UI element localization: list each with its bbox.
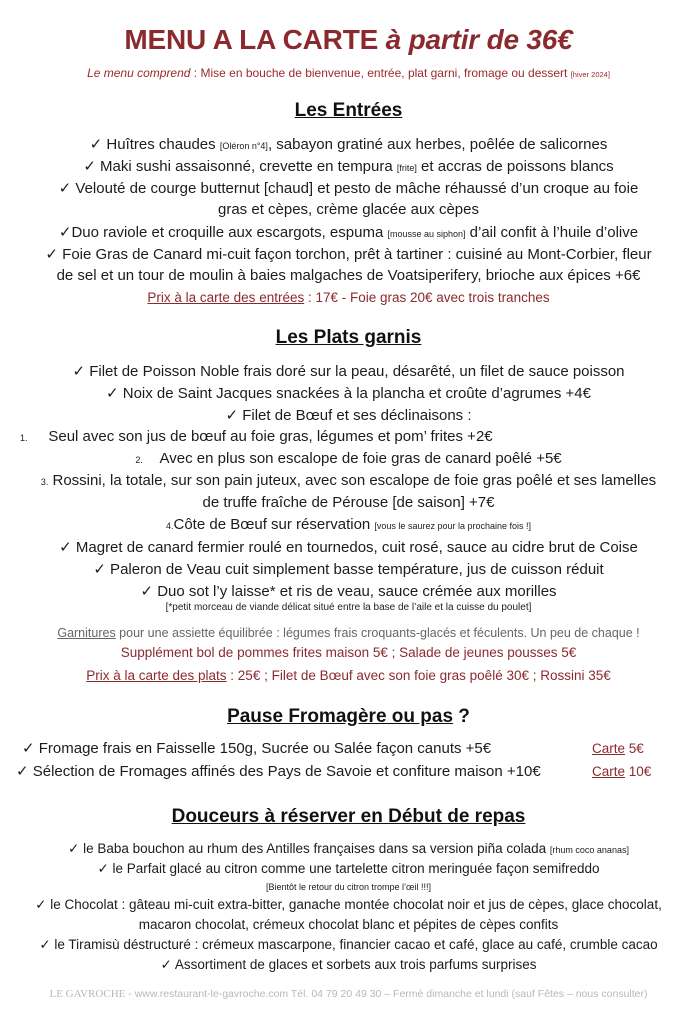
plat-item: ✓ Filet de Bœuf et ses déclinaisons :	[225, 407, 472, 424]
dessert-item: ✓ le Baba bouchon au rhum des Antilles françaises dans sa version piña colada [rhum coco ananas]	[68, 841, 629, 856]
section-title-entrees: Les Entrées	[294, 100, 403, 121]
entrees-price	[0, 290, 697, 305]
plat-item: ✓ Noix de Saint Jacques snackées à la plancha et croûte d’agrumes +4€	[106, 385, 591, 402]
garnitures-label: Garnitures	[57, 626, 116, 640]
dessert-note: [Bientôt le retour du citron trompe l’œil !!!]	[265, 882, 432, 892]
price-label: Prix à la carte des entrées	[147, 290, 305, 305]
option-number: 1.	[20, 433, 28, 443]
price-label: Prix à la carte des plats	[86, 668, 227, 683]
fromage-item: ✓ Fromage frais en Faisselle 150g, Sucrée ou Salée façon canuts +5€	[22, 740, 492, 757]
dessert-item: ✓ Assortiment de glaces et sorbets aux trois parfums surprises	[160, 957, 537, 972]
title-main: MENU A LA CARTE	[124, 24, 379, 55]
check-icon: ✓	[93, 561, 106, 578]
check-icon: ✓	[97, 861, 109, 876]
check-icon: ✓	[106, 385, 119, 402]
dessert-item: ✓ le Parfait glacé au citron comme une tartelette citron meringuée façon semifreddo	[97, 861, 600, 876]
check-icon: ✓	[35, 897, 47, 912]
subtitle-label: Le menu comprend	[87, 66, 191, 80]
check-icon: ✓	[225, 407, 239, 424]
entree-item-continuation: de sel et un tour de moulin à baies malgaches de Voatsiperifery, brioche aux épices +6€	[56, 267, 641, 284]
beef-option-continuation: de truffe fraîche de Pérouse [de saison] +7€	[202, 494, 495, 511]
plats-price	[0, 668, 697, 683]
price-text: : 17€ - Foie gras 20€ avec trois tranches	[304, 290, 550, 305]
check-icon: ✓	[22, 740, 35, 757]
beef-option: 2. Avec en plus son escalope de foie gras de canard poêlé +5€	[135, 450, 562, 467]
check-icon: ✓	[16, 763, 29, 780]
subtitle-text: : Mise en bouche de bienvenue, entrée, plat garni, fromage ou dessert	[190, 66, 568, 80]
check-icon: ✓	[59, 539, 72, 556]
entree-item: ✓ Foie Gras de Canard mi-cuit façon torchon, prêt à tartiner : cuisiné au Mont-Corbier, fleur	[45, 246, 652, 263]
plat-item: ✓ Filet de Poisson Noble frais doré sur la peau, désarêté, un filet de sauce poisson	[72, 363, 625, 380]
plat-item: ✓ Duo sot l’y laisse* et ris de veau, sauce crémée aux morilles	[140, 583, 557, 600]
check-icon: ✓	[89, 136, 103, 153]
restaurant-brand: LE GAVROCHE	[49, 988, 126, 1000]
menu-subtitle	[0, 66, 697, 80]
entree-item: ✓ Velouté de courge butternut [chaud] et pesto de mâche réhaussé d’un croque au foie	[58, 180, 639, 197]
plat-item: ✓ Magret de canard fermier roulé en tournedos, cuit rosé, sauce au cidre brut de Coise	[59, 539, 638, 556]
section-title-fromage: Pause Fromagère ou pas ?	[227, 706, 470, 727]
check-icon: ✓	[58, 224, 72, 241]
option-number: 4.	[165, 521, 174, 531]
plat-item: ✓ Paleron de Veau cuit simplement basse température, jus de cuisson réduit	[93, 561, 604, 578]
beef-option: 4.Côte de Bœuf sur réservation [vous le saurez pour la prochaine fois !]	[165, 516, 532, 533]
entree-item: ✓ Huîtres chaudes [Oléron n°4], sabayon gratiné aux herbes, poêlée de salicornes	[89, 136, 608, 153]
option-number: 3.	[40, 477, 49, 487]
entree-item-continuation: gras et cèpes, crème glacée aux cèpes	[218, 201, 479, 218]
check-icon: ✓	[45, 246, 58, 263]
beef-option: 1. Seul avec son jus de bœuf au foie gras, légumes et pom’ frites +2€	[20, 428, 493, 445]
check-icon: ✓	[140, 583, 154, 600]
entree-item: ✓ Maki sushi assaisonné, crevette en tempura [frite] et accras de poissons blancs	[83, 158, 614, 175]
beef-option: 3. Rossini, la totale, sur son pain juteux, avec son escalope de foie gras poêlé et ses lamelles	[40, 472, 657, 489]
carte-price: Carte 10€	[592, 764, 652, 779]
footer	[0, 988, 697, 1000]
dessert-item: ✓ le Tiramisù déstructuré : crémeux mascarpone, financier cacao et café, glace au café, crumble cacao	[39, 937, 658, 952]
footer-contact: - www.restaurant-le-gavroche.com Tél. 04 79 20 49 30 – Fermé dimanche et lundi (sauf Fêtes – nous consulter)	[125, 988, 648, 1000]
check-icon: ✓	[68, 841, 80, 856]
title-price-from: à partir de 36€	[385, 24, 573, 55]
option-number: 2.	[135, 455, 143, 465]
carte-price: Carte 5€	[592, 741, 644, 756]
price-text: : 25€ ; Filet de Bœuf avec son foie gras poêlé 30€ ; Rossini 35€	[226, 668, 611, 683]
dessert-item: ✓ le Chocolat : gâteau mi-cuit extra-bitter, ganache montée chocolat noir et jus de cèpes, glace chocolat,	[35, 897, 662, 912]
garnitures-note: Garnitures pour une assiette équilibrée : légumes frais croquants-glacés et féculents. Un peu de chaque !	[57, 626, 640, 640]
dessert-item-continuation: macaron chocolat, crémeux chocolat blanc et pépites de cèpes confits	[138, 917, 559, 932]
check-icon: ✓	[72, 363, 86, 380]
section-title-douceurs: Douceurs à réserver en Début de repas	[171, 806, 526, 827]
footnote: [*petit morceau de viande délicat situé entre la base de l’aile et la cuisse du poulet]	[165, 602, 532, 613]
supplement-note: Supplément bol de pommes frites maison 5€ ; Salade de jeunes pousses 5€	[120, 645, 577, 660]
section-title-plats: Les Plats garnis	[275, 327, 422, 348]
entree-item: ✓Duo raviole et croquille aux escargots, espuma [mousse au siphon] d’ail confit à l’huile d’olive	[58, 224, 639, 241]
fromage-item: ✓ Sélection de Fromages affinés des Pays de Savoie et confiture maison +10€	[16, 763, 541, 780]
check-icon: ✓	[160, 957, 172, 972]
check-icon: ✓	[58, 180, 72, 197]
menu-title	[0, 24, 697, 56]
check-icon: ✓	[83, 158, 96, 175]
season-tag: [hiver 2024]	[570, 70, 610, 79]
check-icon: ✓	[39, 937, 51, 952]
